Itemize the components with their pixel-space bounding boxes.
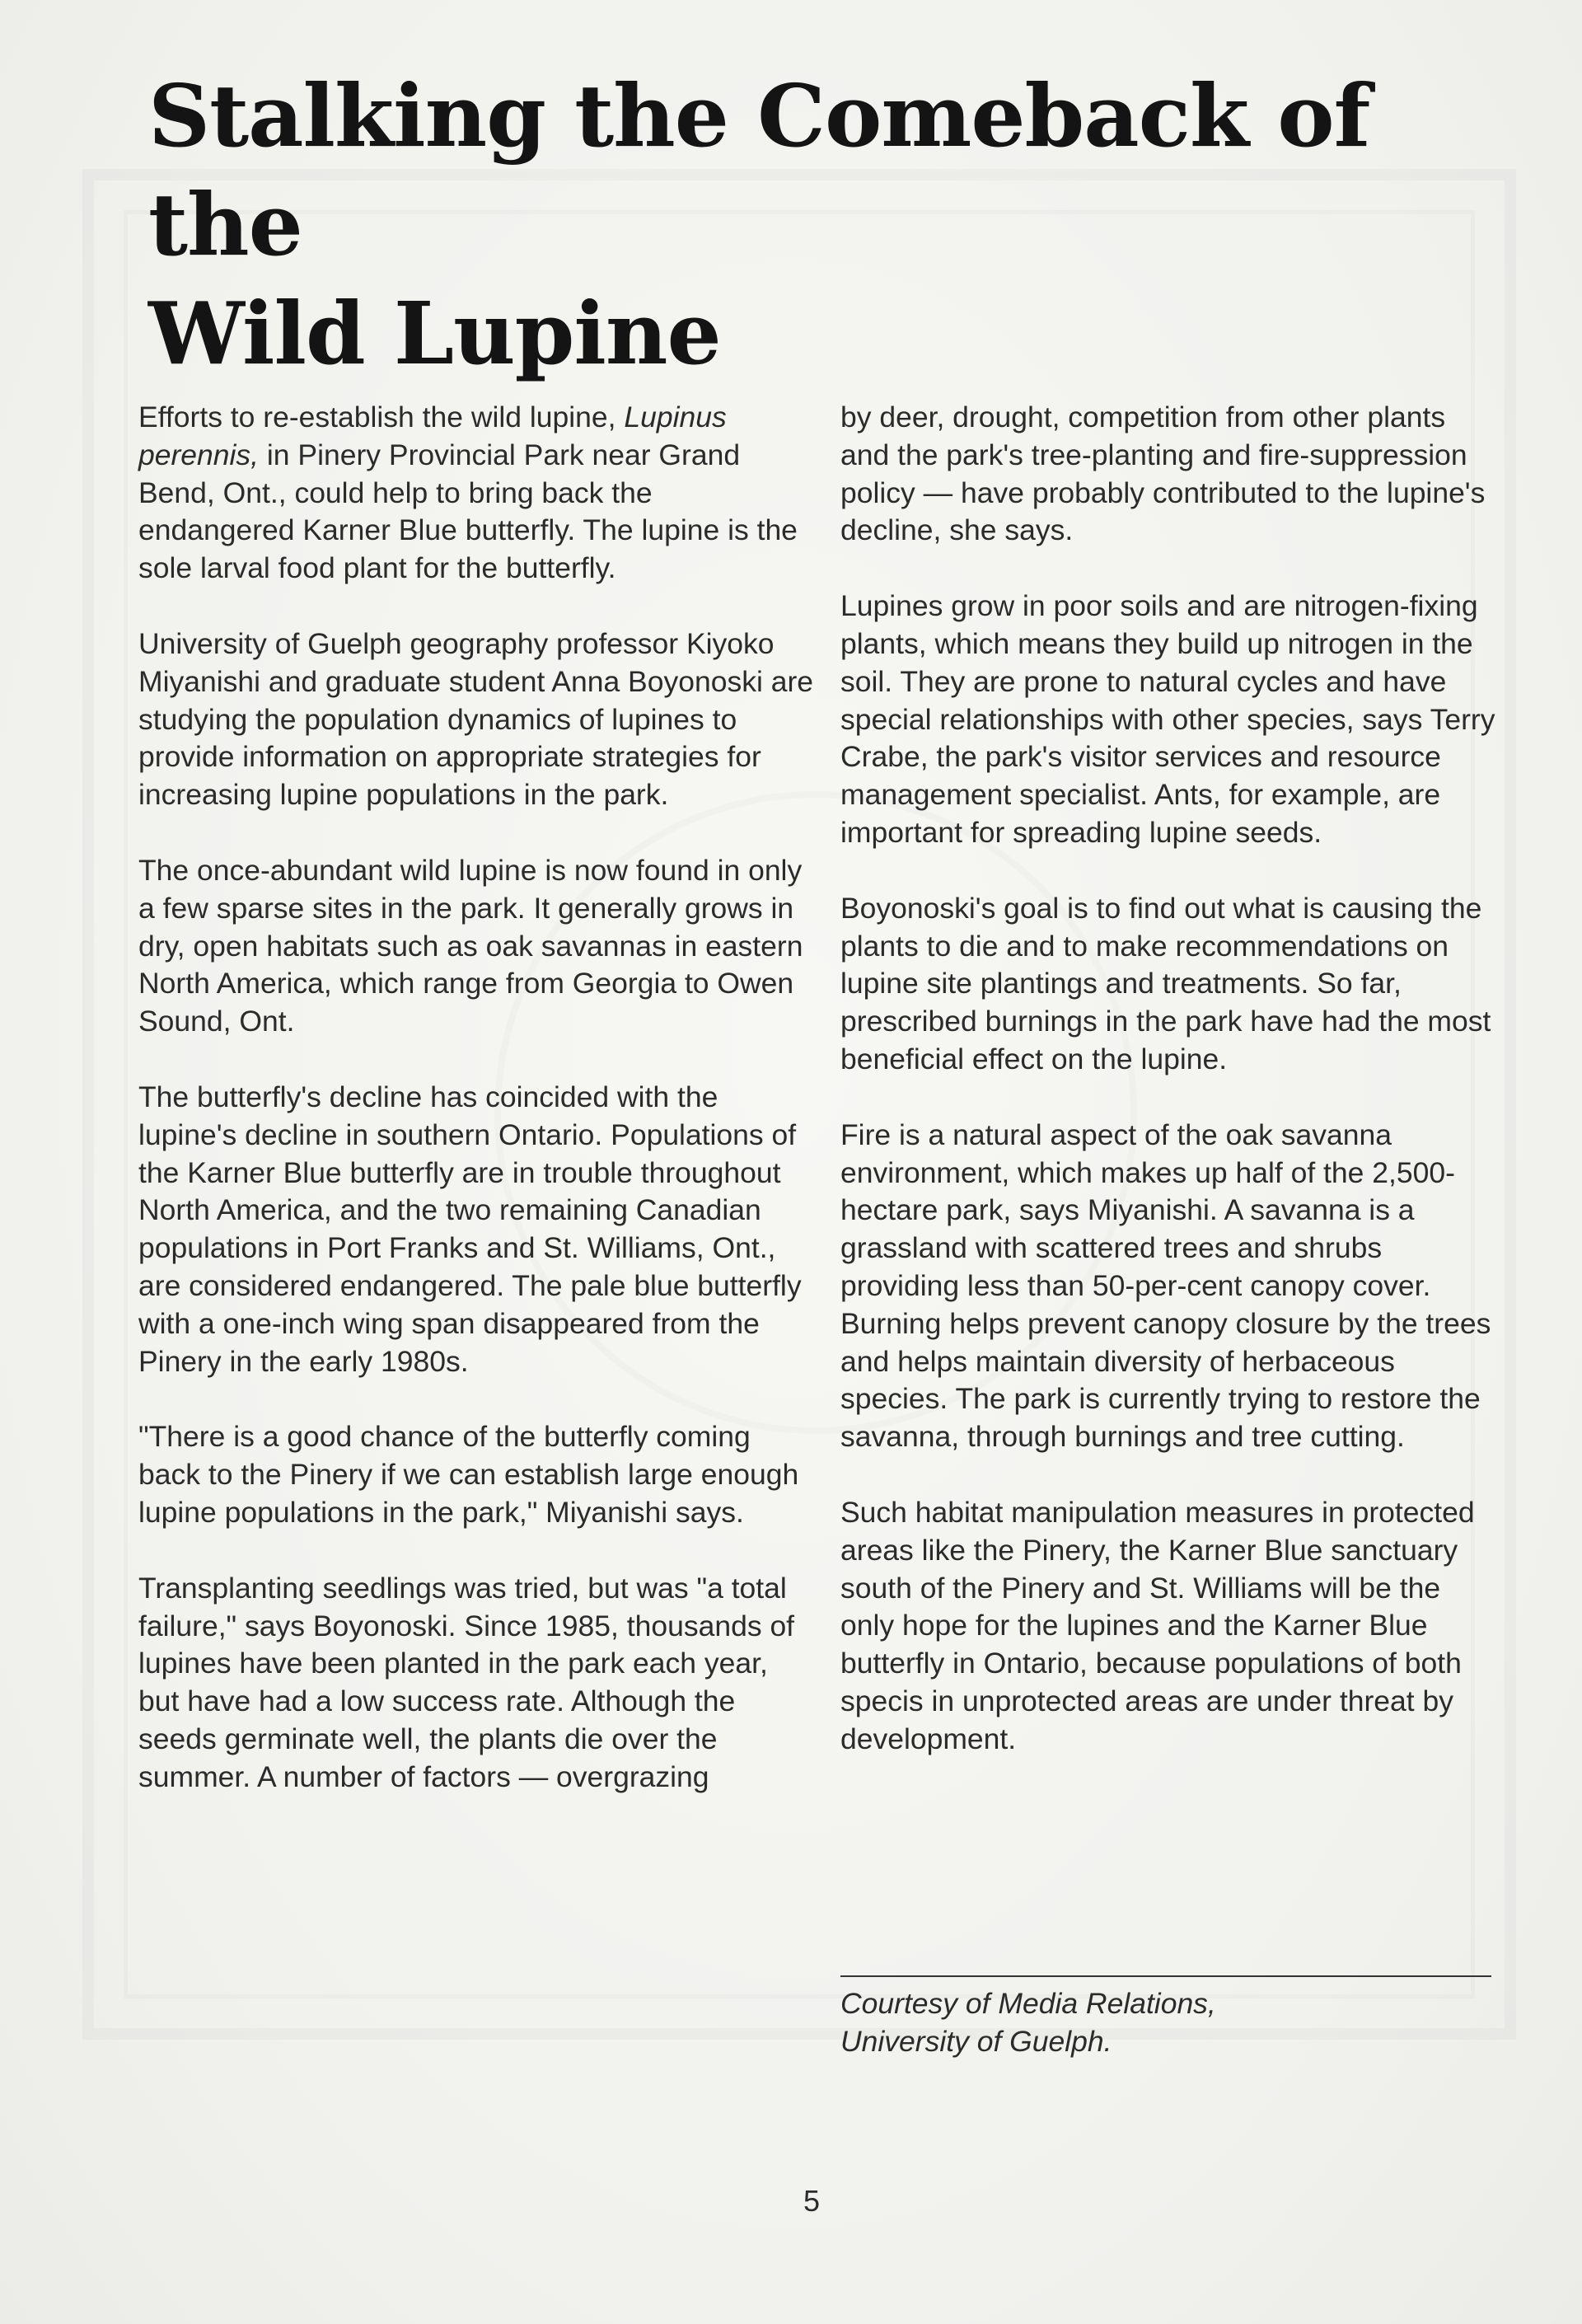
paragraph-fire: Fire is a natural aspect of the oak savanna environment, which makes up half of the 2,500-hectare park, says Miyanishi. A savanna is a grassland with scattered trees and shrubs providing less than 50-per-cent canopy cover. Burning helps prevent canopy closure by the trees and helps maintain diversity of herbaceous species. The park is currently trying to restore the savanna, through burnings and tree cutting.	[840, 1117, 1491, 1454]
paragraph-butterfly-decline: The butterfly's decline has coincided with the lupine's decline in southern Ontario. Populations of the Karner Blue butterfly are in trouble throughout North America, and the two remaining Canadian populations in Port Franks and St. Williams, Ont., are considered endangered. The pale blue butterfly with a one-inch wing span disappeared from the Pinery in the early 1980s.	[138, 1080, 802, 1378]
intro-text-a: Efforts to re-establish the wild lupine,	[138, 401, 616, 433]
article-title	[148, 62, 1467, 388]
paragraph-goal: Boyonoski's goal is to find out what is causing the plants to die and to make recommendations on lupine site plantings and treatments. So far, prescribed burnings in the park have had the most beneficial effect on the lupine.	[840, 891, 1491, 1075]
right-column	[840, 399, 1500, 1797]
species-name: Lupinus perennis,	[138, 401, 727, 471]
paragraph-intro	[138, 399, 814, 588]
credit-divider	[840, 1975, 1491, 1977]
paragraph-transplanting: Transplanting seedlings was tried, but was "a total failure," says Boyonoski. Since 1985, thousands of lupines have been planted in the park each year, but have had a low success rate. Although the seeds germinate well, the plants die over the summer. A number of factors — overgrazing	[138, 1571, 795, 1793]
paragraph-factors: by deer, drought, competition from other plants and the park's tree-planting and fire-suppression policy — have probably contributed to the lupine's decline, she says.	[840, 401, 1486, 547]
page-number: 5	[803, 2184, 821, 2218]
left-column	[138, 399, 814, 1834]
title-line-2: Wild Lupine	[148, 283, 721, 384]
paragraph-soils: Lupines grow in poor soils and are nitrogen-fixing plants, which means they build up nitrogen in the soil. They are prone to natural cycles and have special relationships with other species, says Terry Crabe, the park's visitor services and resource management specialist. Ants, for example, are important for spreading lupine seeds.	[840, 589, 1495, 849]
paragraph-researchers: University of Guelph geography professor Kiyoko Miyanishi and graduate student Anna Boyonoski are studying the population dynamics of lupines to provide information on appropriate strategies for increasing lupine populations in the park.	[138, 626, 814, 812]
credit-line-2: University of Guelph.	[840, 2025, 1112, 2058]
intro-text-b: in Pinery Provincial Park near Grand Bend, Ont., could help to bring back the endangered Karner Blue butterfly. The lupine is the sole larval food plant for the butterfly.	[138, 438, 798, 585]
credit-line	[840, 1984, 1500, 2060]
title-line-1: Stalking the Comeback of the	[148, 65, 1370, 275]
credit-line-1: Courtesy of Media Relations,	[840, 1987, 1216, 2020]
paragraph-habitat-manipulation: Such habitat manipulation measures in protected areas like the Pinery, the Karner Blue sanctuary south of the Pinery and St. Williams will be the only hope for the lupines and the Karner Blue butterfly in Ontario, because populations of both specis in unprotected areas are under threat by development.	[840, 1495, 1475, 1755]
paragraph-habitat: The once-abundant wild lupine is now found in only a few sparse sites in the park. It generally grows in dry, open habitats such as oak savannas in eastern North America, which range from Georgia to Owen Sound, Ont.	[138, 853, 803, 1038]
paragraph-quote: "There is a good chance of the butterfly coming back to the Pinery if we can establish large enough lupine populations in the park," Miyanishi says.	[138, 1420, 799, 1529]
